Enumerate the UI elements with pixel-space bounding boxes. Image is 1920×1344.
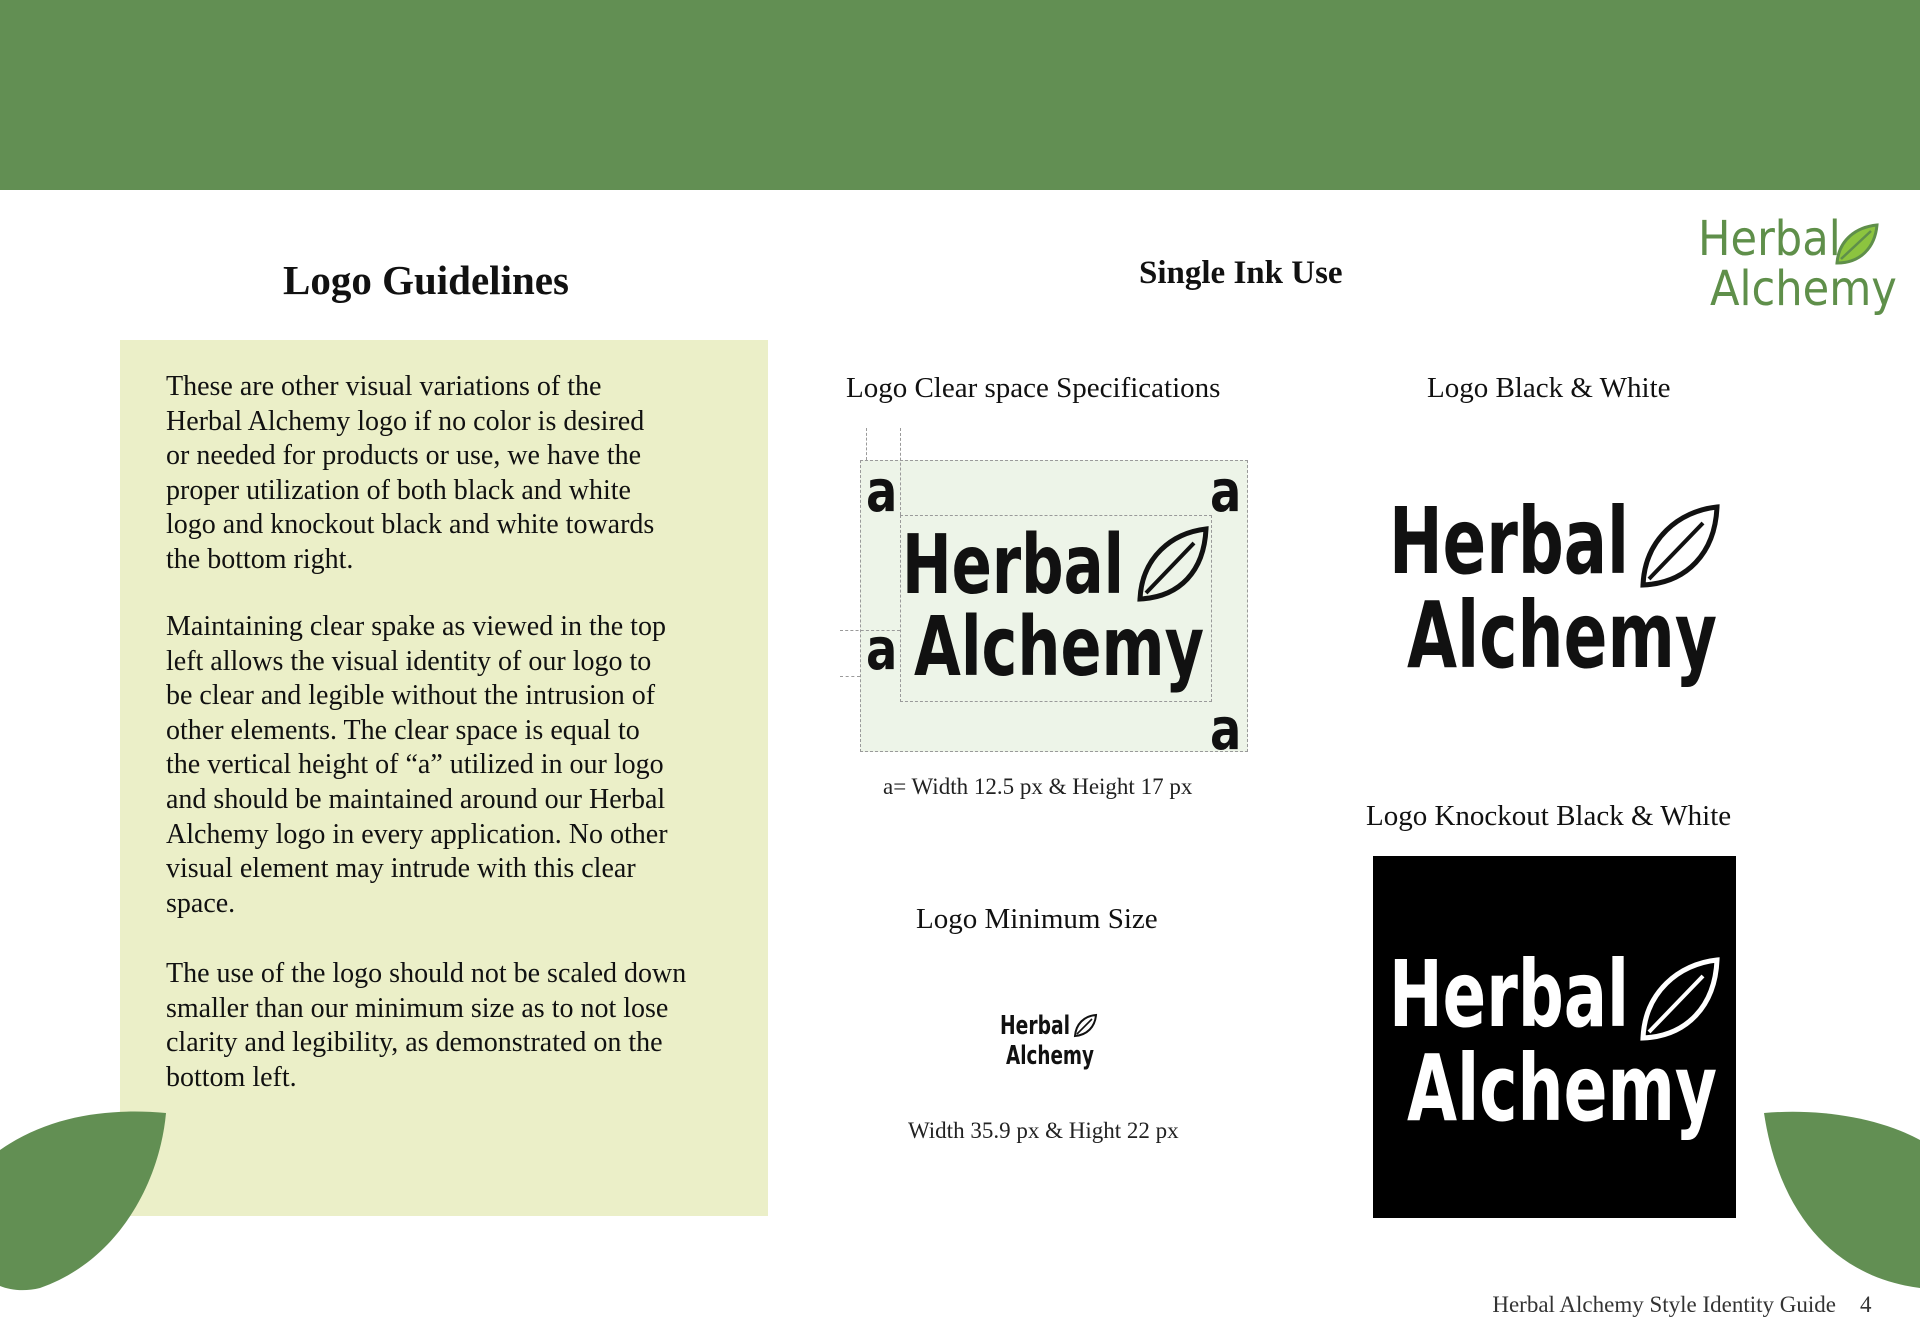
section-title: Single Ink Use <box>1139 255 1343 291</box>
logo-line1: Herbal <box>1000 1011 1070 1041</box>
guide-line <box>900 428 901 515</box>
leaf-icon <box>1643 960 1717 1038</box>
leaf-icon <box>1643 507 1717 585</box>
minimum-size-label: Logo Minimum Size <box>916 903 1158 935</box>
corner-logo-line2: Alchemy <box>1710 261 1897 317</box>
clear-space-marker: a <box>1210 457 1242 525</box>
leaf-decoration-left <box>0 1110 170 1290</box>
logo-line2: Alchemy <box>1407 582 1717 689</box>
clear-space-marker: a <box>866 457 898 525</box>
page-title: Logo Guidelines <box>283 257 569 303</box>
logo-line1: Herbal <box>1389 941 1629 1048</box>
paragraph-variations: These are other visual variations of the Herbal Alchemy logo if no color is desired or needed for products or use, we have the proper utilization of both black and white logo and knockout black and white towards the bottom right. <box>166 371 655 575</box>
footer-text: Herbal Alchemy Style Identity Guide <box>1492 1292 1836 1317</box>
logo-line2: Alchemy <box>1407 1035 1717 1142</box>
clear-space-label: Logo Clear space Specifications <box>846 372 1221 404</box>
logo-minimum-size <box>998 1008 1102 1072</box>
guide-line <box>840 676 860 677</box>
logo-clear-space <box>900 515 1212 702</box>
minimum-size-caption: Width 35.9 px & Hight 22 px <box>908 1118 1179 1143</box>
corner-brand-logo <box>1690 205 1897 325</box>
leaf-icon <box>1837 225 1877 263</box>
description-panel <box>120 340 768 1216</box>
leaf-icon <box>1140 529 1206 599</box>
clear-space-caption: a= Width 12.5 px & Height 17 px <box>883 774 1193 799</box>
logo-knockout <box>1385 938 1725 1148</box>
logo-line2: Alchemy <box>914 600 1204 695</box>
logo-line2: Alchemy <box>1006 1041 1094 1071</box>
clear-space-marker: a <box>1210 695 1242 763</box>
header-band <box>0 0 1920 190</box>
page-number: 4 <box>1860 1292 1872 1317</box>
clear-space-marker: a <box>866 615 898 683</box>
paragraph-minimum-size: The use of the logo should not be scaled down smaller than our minimum size as to not lose clarity and legibility, as demonstrated on the bottom left. <box>166 958 687 1093</box>
leaf-icon <box>1075 1015 1096 1036</box>
guide-line <box>866 428 867 460</box>
logo-line1: Herbal <box>1389 488 1629 595</box>
corner-logo-line1: Herbal <box>1698 211 1841 267</box>
black-white-label: Logo Black & White <box>1427 372 1671 404</box>
knockout-label: Logo Knockout Black & White <box>1366 800 1732 832</box>
leaf-decoration-right <box>1760 1110 1920 1290</box>
logo-line1: Herbal <box>902 518 1124 613</box>
paragraph-clear-space: Maintaining clear spake as viewed in the top left allows the visual identity of our logo to be clear and legible without the intrusion of other elements. The clear space is equal to the vertical height of “a” utilized in our logo and should be maintained around our Herbal Alchemy logo in every application. No other visual element may intrude with this clear space. <box>166 611 668 919</box>
logo-black-white <box>1385 485 1725 695</box>
